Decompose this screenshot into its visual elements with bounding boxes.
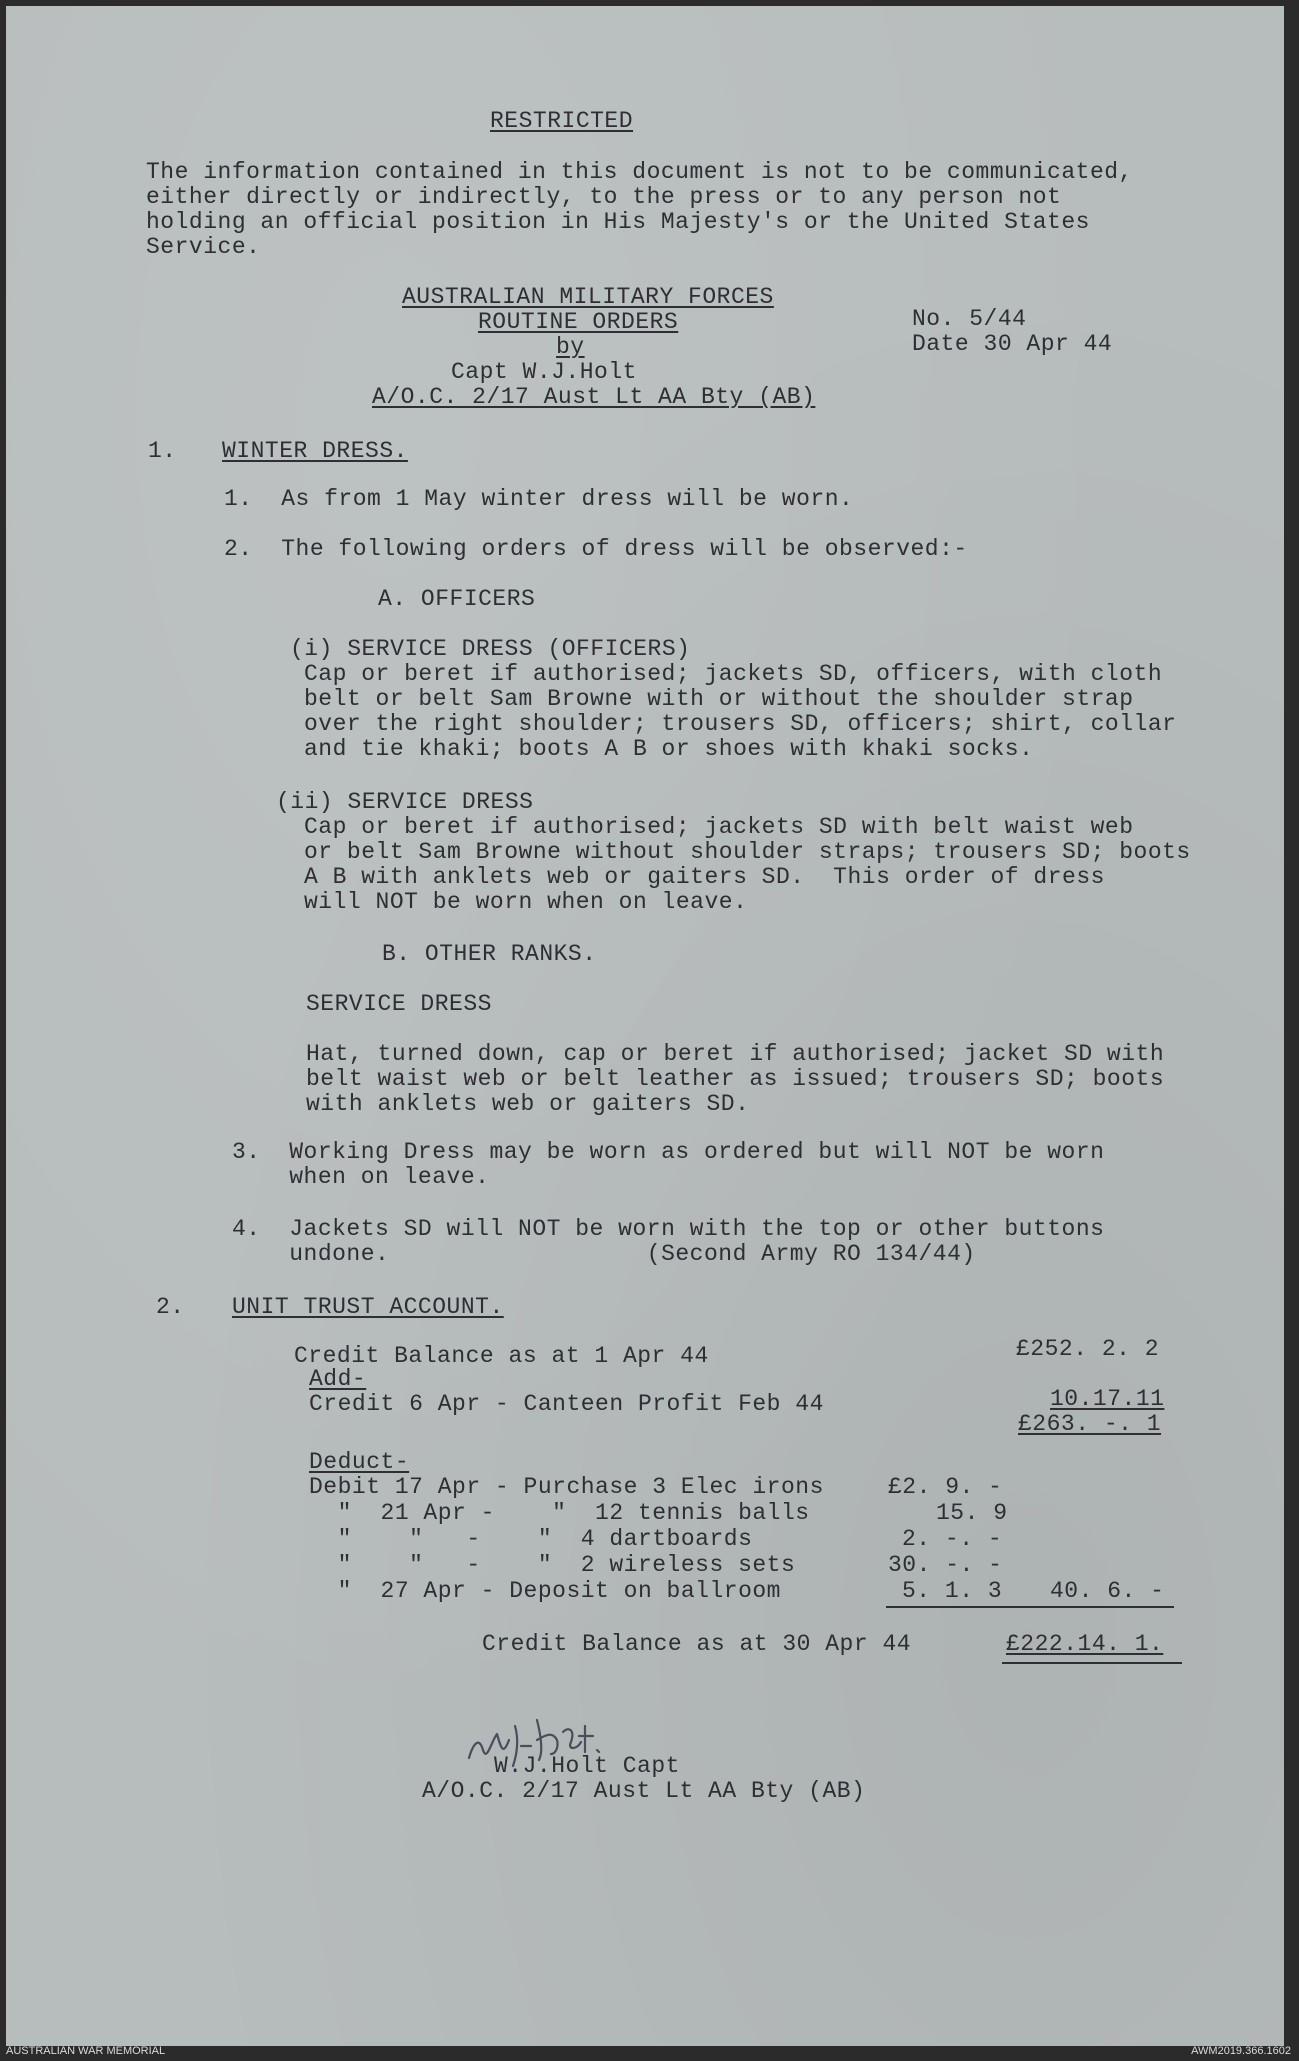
order-number: No. 5/44 bbox=[912, 306, 1027, 332]
signatory-unit: A/O.C. 2/17 Aust Lt AA Bty (AB) bbox=[422, 1778, 866, 1804]
document-page bbox=[6, 6, 1284, 2046]
debit-total-rule bbox=[886, 1606, 1174, 1608]
debit-row-4-amount: 30. -. - bbox=[888, 1552, 1003, 1578]
officers-ii-heading: (ii) SERVICE DRESS bbox=[276, 789, 534, 815]
section1-para-4-line-1: 4. Jackets SD will NOT be worn with the top or other buttons bbox=[232, 1216, 1105, 1242]
credit-amount: 10.17.11 bbox=[1050, 1386, 1165, 1412]
signatory-name: W.J.Holt Capt bbox=[494, 1753, 680, 1779]
other-ranks-line-3: with anklets web or gaiters SD. bbox=[306, 1091, 750, 1117]
subtotal-amount: £263. -. 1 bbox=[1018, 1411, 1162, 1437]
title-military-forces: AUSTRALIAN MILITARY FORCES bbox=[402, 284, 774, 310]
title-routine-orders: ROUTINE ORDERS bbox=[478, 309, 679, 335]
debit-row-1-text: Debit 17 Apr - Purchase 3 Elec irons bbox=[309, 1474, 824, 1500]
opening-balance-label: Credit Balance as at 1 Apr 44 bbox=[294, 1343, 709, 1369]
officers-ii-line-2: or belt Sam Browne without shoulder straps; trousers SD; boots bbox=[304, 839, 1191, 865]
footer-accession: AWM2019.366.1602 bbox=[1191, 2045, 1291, 2057]
section1-number: 1. bbox=[148, 438, 177, 464]
officers-ii-line-4: will NOT be worn when on leave. bbox=[304, 889, 748, 915]
debit-row-5-text: " 27 Apr - Deposit on ballroom bbox=[309, 1578, 781, 1604]
debit-row-1-amount: £2. 9. - bbox=[888, 1474, 1003, 1500]
debit-row-2-amount: 15. 9 bbox=[936, 1500, 1008, 1526]
officers-ii-line-1: Cap or beret if authorised; jackets SD with belt waist web bbox=[304, 814, 1134, 840]
credit-line: Credit 6 Apr - Canteen Profit Feb 44 bbox=[309, 1391, 824, 1417]
footer-source: AUSTRALIAN WAR MEMORIAL bbox=[6, 2045, 166, 2057]
officers-i-line-2: belt or belt Sam Browne with or without the shoulder strap bbox=[304, 686, 1134, 712]
other-ranks-heading: B. OTHER RANKS. bbox=[382, 941, 597, 967]
section2-title: UNIT TRUST ACCOUNT. bbox=[232, 1294, 504, 1320]
officers-ii-line-3: A B with anklets web or gaiters SD. This order of dress bbox=[304, 864, 1105, 890]
closing-balance-amount: £222.14. 1. bbox=[1006, 1631, 1164, 1657]
officers-i-line-3: over the right shoulder; trousers SD, officers; shirt, collar bbox=[304, 711, 1177, 737]
title-by: by bbox=[556, 334, 585, 360]
officers-i-heading: (i) SERVICE DRESS (OFFICERS) bbox=[290, 636, 691, 662]
other-ranks-line-1: Hat, turned down, cap or beret if authorised; jacket SD with bbox=[306, 1041, 1165, 1067]
debit-row-5-amount: 5. 1. 3 bbox=[902, 1578, 1003, 1604]
section1-para-1: 1. As from 1 May winter dress will be worn. bbox=[224, 486, 854, 512]
officers-i-line-1: Cap or beret if authorised; jackets SD, officers, with cloth bbox=[304, 661, 1163, 687]
opening-balance-amount: £252. 2. 2 bbox=[1016, 1336, 1160, 1362]
title-unit: A/O.C. 2/17 Aust Lt AA Bty (AB) bbox=[372, 384, 816, 410]
title-author: Capt W.J.Holt bbox=[451, 359, 637, 385]
section1-para-4-line-2: undone. (Second Army RO 134/44) bbox=[232, 1241, 976, 1267]
deduct-label: Deduct- bbox=[309, 1449, 410, 1475]
restricted-heading: RESTRICTED bbox=[490, 108, 634, 134]
other-ranks-line-2: belt waist web or belt leather as issued; trousers SD; boots bbox=[306, 1066, 1165, 1092]
order-date: Date 30 Apr 44 bbox=[912, 331, 1113, 357]
debit-row-2-text: " 21 Apr - " 12 tennis balls bbox=[309, 1500, 810, 1526]
debit-row-3-text: " " - " 4 dartboards bbox=[309, 1526, 753, 1552]
closing-balance-label: Credit Balance as at 30 Apr 44 bbox=[482, 1631, 912, 1657]
section2-number: 2. bbox=[156, 1294, 185, 1320]
debit-row-3-amount: 2. -. - bbox=[902, 1526, 1003, 1552]
officers-i-line-4: and tie khaki; boots A B or shoes with khaki socks. bbox=[304, 736, 1034, 762]
notice-line-1: The information contained in this document is not to be communicated, bbox=[146, 159, 1133, 185]
closing-balance-double-rule bbox=[1002, 1662, 1182, 1664]
debit-total-amount: 40. 6. - bbox=[1050, 1578, 1165, 1604]
add-label: Add- bbox=[309, 1366, 367, 1392]
other-ranks-sd-heading: SERVICE DRESS bbox=[306, 991, 492, 1017]
section1-para-2: 2. The following orders of dress will be observed:- bbox=[224, 536, 968, 562]
debit-row-4-text: " " - " 2 wireless sets bbox=[309, 1552, 796, 1578]
section1-title: WINTER DRESS. bbox=[222, 438, 408, 464]
section1-para-3-line-2: when on leave. bbox=[232, 1164, 490, 1190]
section1-para-3-line-1: 3. Working Dress may be worn as ordered but will NOT be worn bbox=[232, 1139, 1105, 1165]
officers-heading: A. OFFICERS bbox=[378, 586, 536, 612]
notice-line-4: Service. bbox=[146, 234, 261, 260]
notice-line-2: either directly or indirectly, to the press or to any person not bbox=[146, 184, 1062, 210]
notice-line-3: holding an official position in His Majesty's or the United States bbox=[146, 209, 1090, 235]
